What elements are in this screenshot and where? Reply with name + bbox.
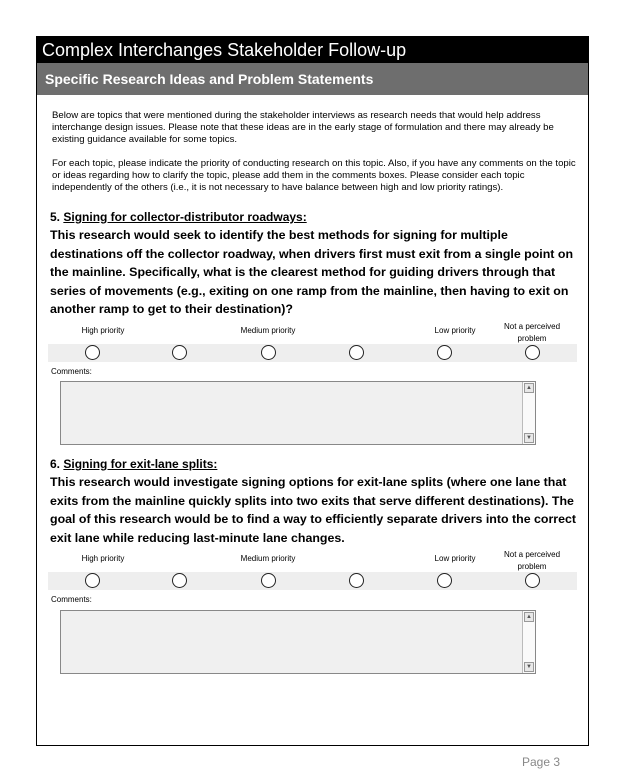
scroll-down-icon[interactable]: ▼ [524, 433, 534, 443]
section-title: Specific Research Ideas and Problem Statements [37, 63, 588, 95]
label-high-priority: High priority [81, 326, 125, 335]
question-5-body: This research would seek to identify the best methods for signing for multiple destinations off the collector roadway, when drivers first must exit from a single point on the mainline. Specifically, what is the clearest method for guiding drivers through that series of movements (e.g., exiting on one ramp from the mainline, then having to exit on another ramp to get to their destination)? [50, 228, 574, 316]
q5-radio-not-a-problem[interactable] [525, 345, 540, 360]
question-5-number: 5. [50, 210, 61, 224]
question-6-title: Signing for exit-lane splits: [63, 457, 218, 471]
question-6-body: This research would investigate signing options for exit-lane splits (where one lane that exits from the mainline quickly splits into two exits that serve different destinations). The goal of this research would be to find a way to efficiently separate drivers into the correct exit lane while reducing last-minute lane changes. [50, 475, 577, 545]
q5-radio-medium-low[interactable] [349, 345, 364, 360]
question-5-comments-label: Comments: [51, 367, 92, 376]
page-number: Page 3 [522, 755, 561, 769]
scroll-down-icon[interactable]: ▼ [524, 662, 534, 672]
q6-radio-low[interactable] [437, 573, 452, 588]
question-5-comments-field[interactable] [60, 381, 536, 445]
question-5-scale-labels [48, 321, 577, 345]
question-6-comments-label: Comments: [51, 595, 92, 604]
question-6-comments-scrollbar[interactable] [522, 611, 535, 673]
question-5-rating-row [48, 344, 577, 362]
scroll-up-icon[interactable]: ▲ [524, 612, 534, 622]
question-5-comments-scrollbar[interactable] [522, 382, 535, 444]
question-6-number: 6. [50, 457, 61, 471]
q6-radio-medium-low[interactable] [349, 573, 364, 588]
q6-radio-medium[interactable] [261, 573, 276, 588]
form-page [36, 36, 589, 746]
q5-radio-medium-high[interactable] [172, 345, 187, 360]
q6-radio-high[interactable] [85, 573, 100, 588]
label-low-priority: Low priority [434, 326, 476, 335]
scroll-up-icon[interactable]: ▲ [524, 383, 534, 393]
q5-radio-low[interactable] [437, 345, 452, 360]
question-5-title: Signing for collector-distributor roadways: [63, 210, 307, 224]
q5-radio-high[interactable] [85, 345, 100, 360]
label-not-a-problem: Not a perceived problem [503, 322, 561, 343]
q6-radio-medium-high[interactable] [172, 573, 187, 588]
question-6-scale-labels [48, 549, 577, 573]
question-6-rating-row [48, 572, 577, 590]
question-5-heading [50, 210, 307, 224]
question-6-comments-field[interactable] [60, 610, 536, 674]
q5-radio-medium[interactable] [261, 345, 276, 360]
question-6-heading [50, 457, 217, 471]
label-high-priority: High priority [81, 554, 125, 563]
label-medium-priority: Medium priority [240, 554, 296, 563]
label-low-priority: Low priority [434, 554, 476, 563]
label-medium-priority: Medium priority [240, 326, 296, 335]
intro-paragraph-1: Below are topics that were mentioned during the stakeholder interviews as research needs that would help address interchange design issues. Please note that these ideas are in the early stage of formulation and there may already be existing guidance available for some topics. [52, 110, 554, 145]
label-not-a-problem: Not a perceived problem [503, 550, 561, 571]
page-title: Complex Interchanges Stakeholder Follow-up [37, 37, 588, 63]
intro-paragraph-2: For each topic, please indicate the priority of conducting research on this topic. Also, if you have any comments on the topic or ideas regarding how to clarify the topic, please add them in the comments boxes. Please consider each topic independently of the others (i.e., it is not necessary to have balance between high and low priority ratings). [52, 158, 576, 193]
q6-radio-not-a-problem[interactable] [525, 573, 540, 588]
